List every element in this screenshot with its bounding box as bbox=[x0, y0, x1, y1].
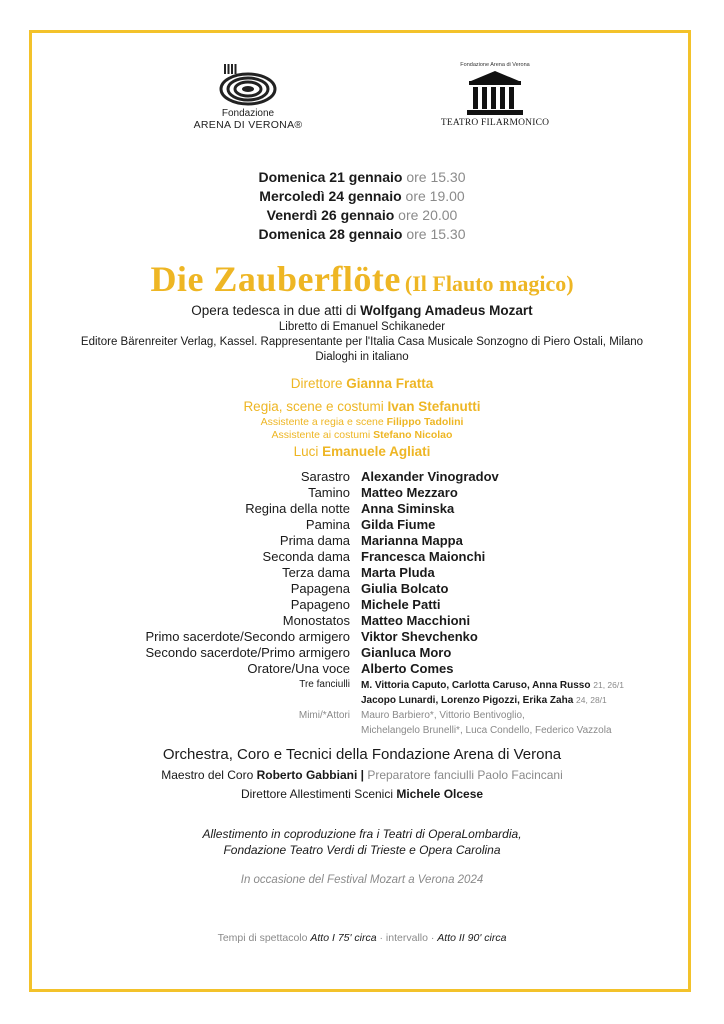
mimi-row: Mimi/*Attori Mauro Barbiero*, Vittorio Bentivoglio, Michelangelo Brunelli*, Luca Condello, Federico Vazzola bbox=[298, 710, 612, 736]
title-main: Die Zauberflöte bbox=[150, 259, 401, 299]
cast-row: Papageno Michele Patti bbox=[290, 597, 441, 612]
logo-right-top: Fondazione Arena di Verona bbox=[460, 62, 530, 68]
festival-note: In occasione del Festival Mozart a Verona 2024 bbox=[240, 874, 484, 886]
publisher-line: Editore Bärenreiter Verlag, Kassel. Rappresentante per l'Italia Casa Musicale Sonzogno di Piero Ostali, Milano bbox=[80, 336, 644, 348]
title-sub: (Il Flauto magico) bbox=[404, 271, 574, 296]
teatro-filarmonico-logo bbox=[440, 62, 550, 128]
coproduction-note: Allestimento in coproduzione fra i Teatri di OperaLombardia, Fondazione Teatro Verdi di Trieste e Opera Carolina bbox=[202, 827, 522, 857]
logo-left-line2: ARENA DI VERONA® bbox=[193, 119, 303, 131]
orchestra-title: Orchestra, Coro e Tecnici della Fondazione Arena di Verona bbox=[162, 746, 562, 763]
date-line: Venerdì 26 gennaio ore 20.00 bbox=[266, 207, 458, 223]
cast-row: Secondo sacerdote/Primo armigero Gianluca Moro bbox=[145, 645, 452, 660]
lights-line: Luci Emanuele Agliati bbox=[293, 444, 431, 459]
opera-description: Opera tedesca in due atti di Wolfgang Amadeus Mozart bbox=[191, 303, 533, 318]
opera-title bbox=[0, 258, 724, 300]
tre-fanciulli-line2: Jacopo Lunardi, Lorenzo Pigozzi, Erika Zaha 24, 28/1 bbox=[361, 695, 607, 706]
chorus-line: Maestro del Coro Roberto Gabbiani | Preparatore fanciulli Paolo Facincani bbox=[161, 768, 563, 782]
date-line: Domenica 28 gennaio ore 15.30 bbox=[258, 226, 466, 242]
running-times: Tempi di spettacolo Atto I 75' circa · intervallo · Atto II 90' circa bbox=[217, 932, 507, 944]
cast-row: Pamina Gilda Fiume bbox=[305, 517, 436, 532]
dialogues-line: Dialoghi in italiano bbox=[315, 351, 409, 363]
cast-row: Prima dama Marianna Mappa bbox=[279, 533, 463, 548]
date-line: Mercoledì 24 gennaio ore 19.00 bbox=[259, 188, 465, 204]
staging-line: Direttore Allestimenti Scenici Michele Olcese bbox=[240, 787, 484, 801]
arena-di-verona-logo bbox=[188, 62, 308, 131]
cast-row: Oratore/Una voce Alberto Comes bbox=[247, 661, 454, 676]
date-line: Domenica 21 gennaio ore 15.30 bbox=[258, 169, 466, 185]
director-line: Regia, scene e costumi Ivan Stefanutti bbox=[243, 399, 481, 414]
cast-row: Primo sacerdote/Secondo armigero Viktor Shevchenko bbox=[145, 629, 478, 644]
creative-team bbox=[0, 374, 724, 461]
tre-fanciulli-row: Tre fanciulli M. Vittoria Caputo, Carlotta Caruso, Anna Russo 21, 26/1 Jacopo Lunardi, Lorenzo Pigozzi, Erika Zaha 24, 28/1 bbox=[299, 679, 624, 706]
arena-amphitheatre-icon bbox=[219, 62, 277, 106]
asst-direction-line: Assistente a regia e scene Filippo Tadolini bbox=[260, 416, 464, 428]
logo-left-line1: Fondazione bbox=[221, 108, 275, 119]
cast-row: Seconda dama Francesca Maionchi bbox=[262, 549, 486, 564]
cast-row: Sarastro Alexander Vinogradov bbox=[300, 469, 499, 484]
asst-costumes-line: Assistente ai costumi Stefano Nicolao bbox=[271, 429, 453, 441]
performance-dates bbox=[0, 168, 724, 244]
cast-row: Tamino Matteo Mezzaro bbox=[308, 485, 458, 500]
libretto-line: Libretto di Emanuel Schikaneder bbox=[278, 321, 446, 333]
mimi-line1: Mauro Barbiero*, Vittorio Bentivoglio, bbox=[361, 710, 525, 721]
cast-row: Terza dama Marta Pluda bbox=[282, 565, 435, 580]
cast-row: Regina della notte Anna Siminska bbox=[245, 501, 455, 516]
cast-row: Monostatos Matteo Macchioni bbox=[282, 613, 471, 628]
tre-fanciulli-line1: M. Vittoria Caputo, Carlotta Caruso, Anna Russo 21, 26/1 bbox=[361, 680, 624, 691]
logo-right-bottom: TEATRO FILARMONICO bbox=[440, 118, 550, 128]
theatre-building-icon bbox=[465, 70, 525, 116]
conductor-line: Direttore Gianna Fratta bbox=[290, 376, 434, 391]
orchestra-credits bbox=[0, 744, 724, 804]
mimi-line2: Michelangelo Brunelli*, Luca Condello, Federico Vazzola bbox=[361, 725, 612, 736]
cast-list bbox=[0, 469, 724, 741]
opera-intro bbox=[0, 302, 724, 365]
cast-row: Papagena Giulia Bolcato bbox=[290, 581, 449, 596]
